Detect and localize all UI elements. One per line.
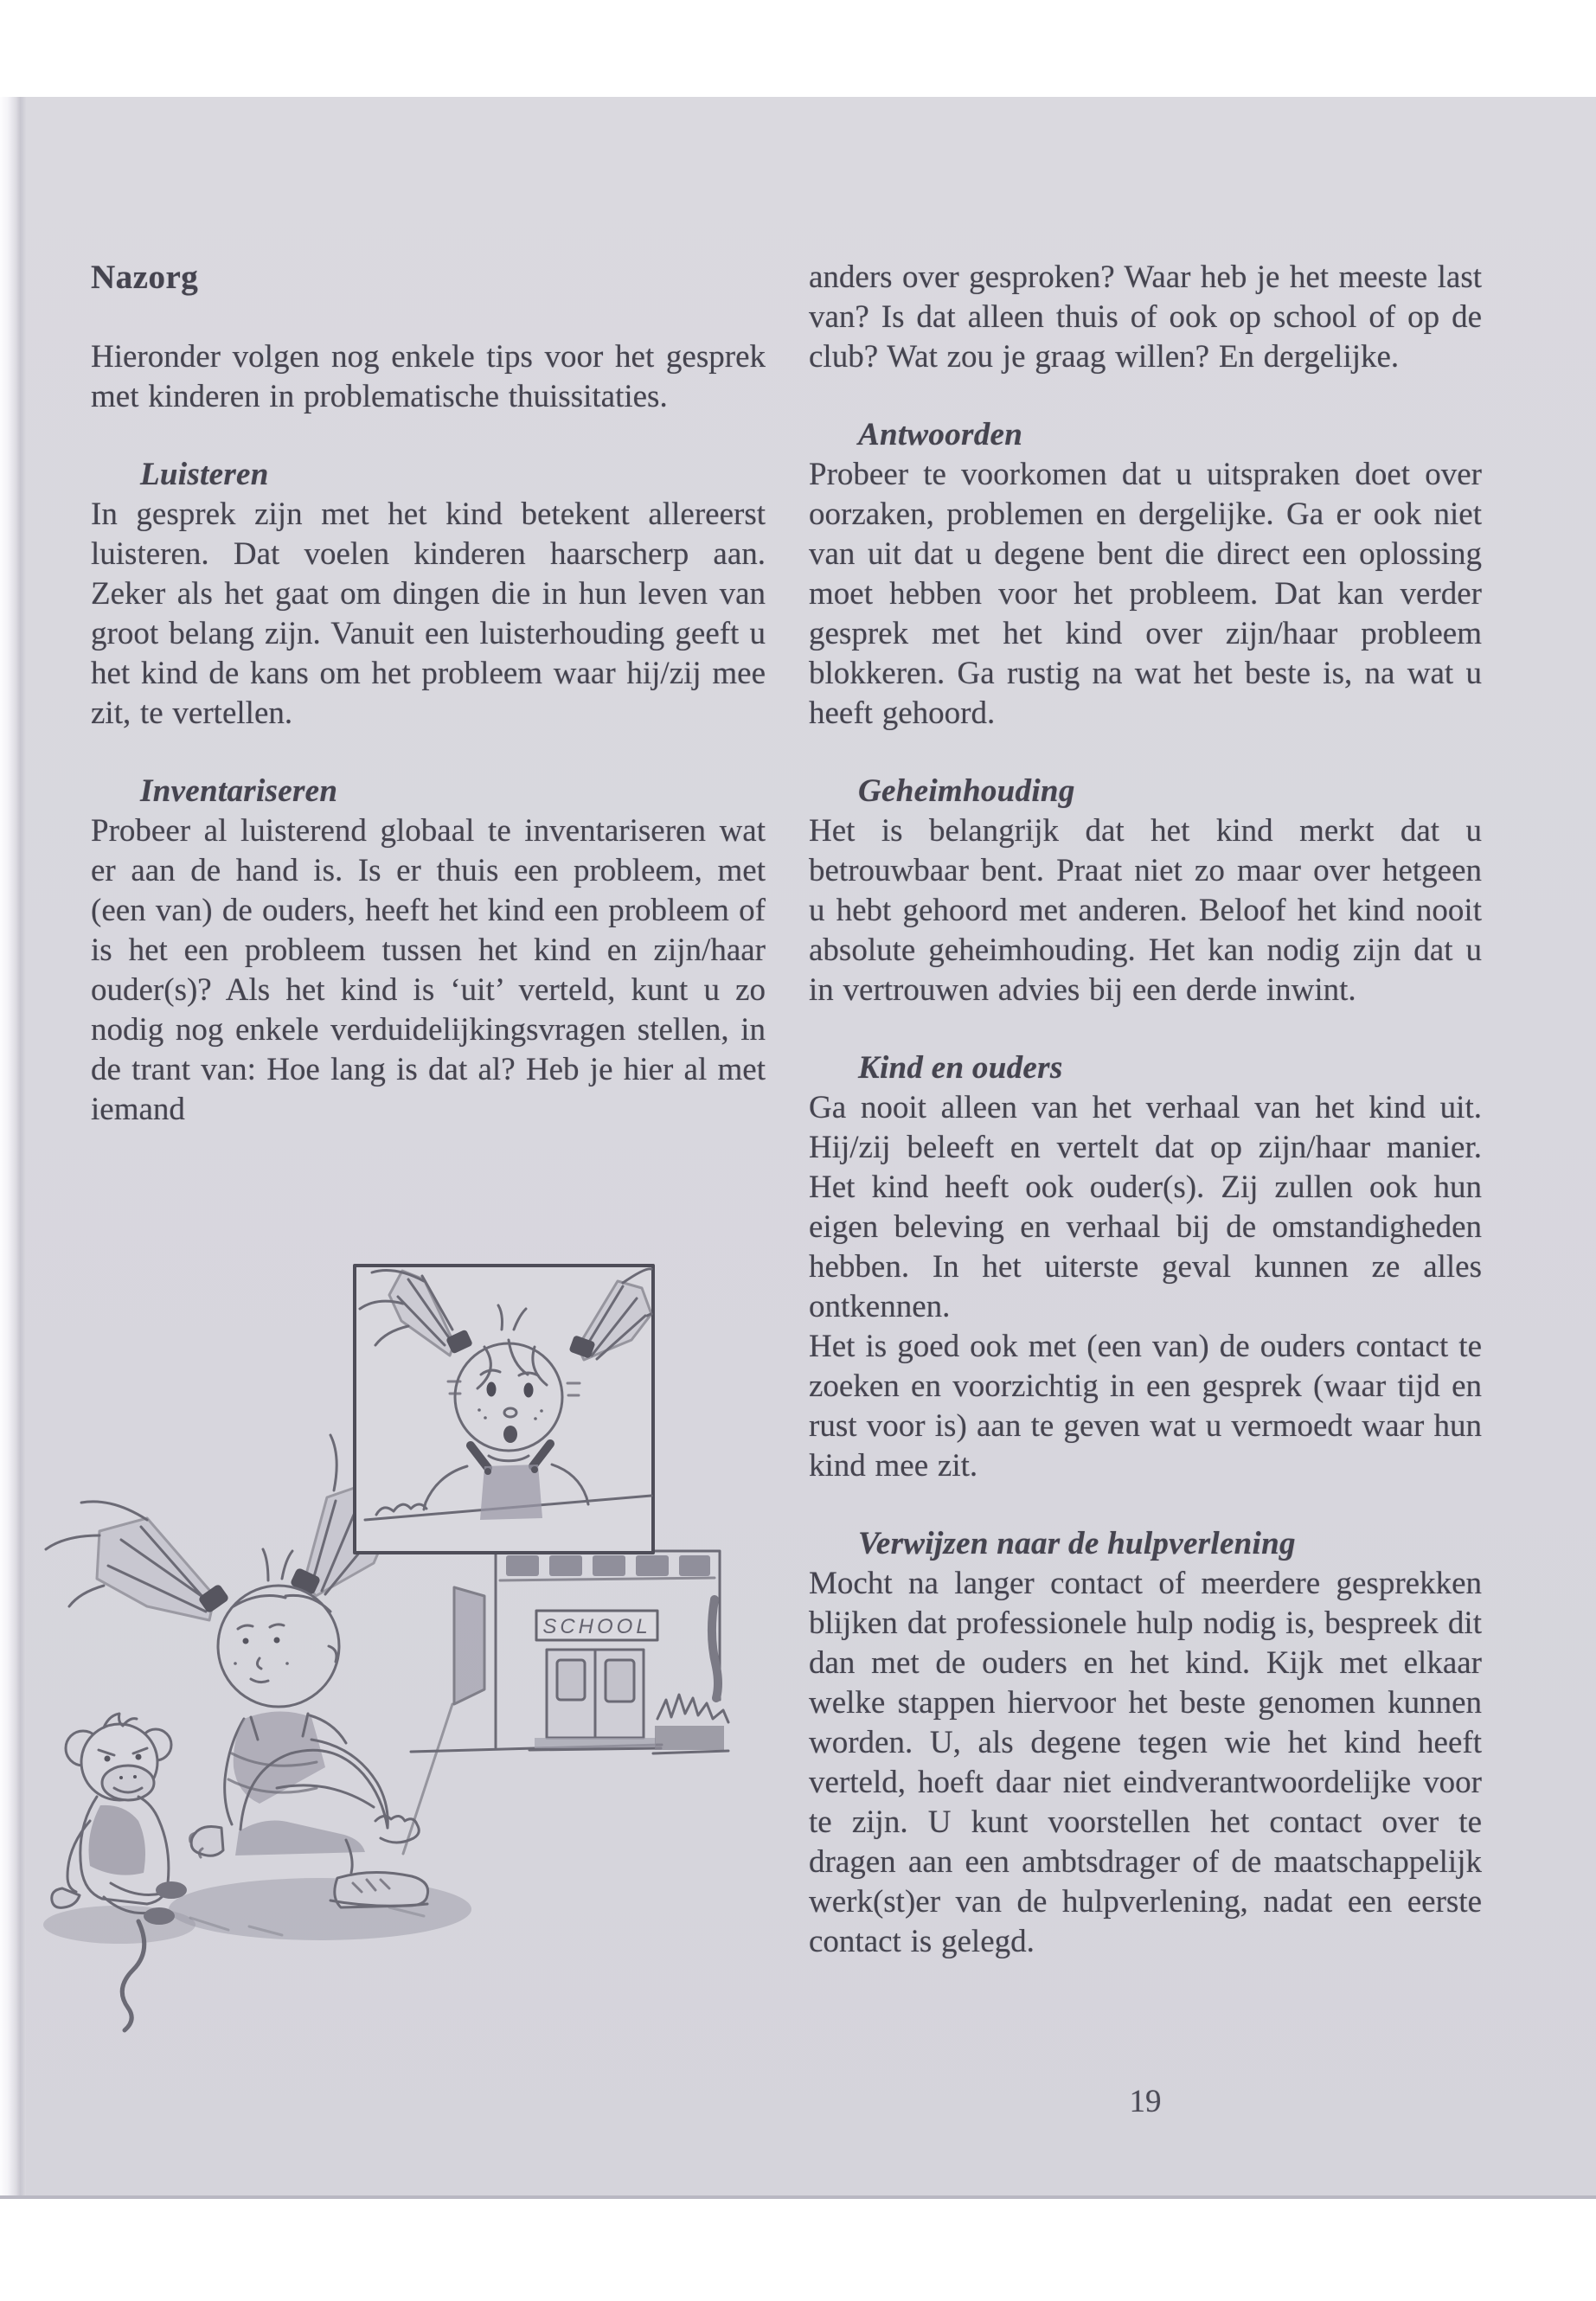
bush <box>653 1599 728 1753</box>
section-heading-antwoorden: Antwoorden <box>858 417 1023 452</box>
school-sign-text: SCHOOL <box>542 1615 651 1638</box>
inset-portrait-frame <box>355 1266 653 1553</box>
section-heading-luisteren: Luisteren <box>140 457 269 492</box>
section-heading-inventariseren: Inventariseren <box>140 773 338 809</box>
intro-paragraph: Hieronder volgen nog enkele tips voor het gesprek met kinderen in problematische thuissitaties. <box>91 339 766 414</box>
fence-door <box>403 1587 484 1854</box>
school-building <box>403 1551 728 1854</box>
section-heading-verwijzen: Verwijzen naar de hulpverlening <box>858 1526 1296 1561</box>
school-sign <box>536 1611 657 1640</box>
school-door <box>529 1650 661 1750</box>
section-body-inventariseren: Probeer al luisterend globaal te inventariseren wat er aan de hand is. Is er thuis een probleem, met (een van) de ouders, heeft het kind een probleem of is het een probleem tussen het kind en zijn/haar ouder(s)? Als het kind is ‘uit’ verteld, kunt u zo nodig nog enkele verduidelijkingsvragen stellen, in de trant van: Hoe lang is dat al? Heb je hier al met iemand <box>91 813 766 1127</box>
section-body-luisteren: In gesprek zijn met het kind betekent allereerst luisteren. Dat voelen kinderen haarscherp aan. Zeker als het gaat om dingen die in hun leven van groot belang zijn. Vanuit een luisterhouding geeft u het kind de kans om het probleem waar hij/zij mee zit, te vertellen. <box>91 497 766 731</box>
section-body-verwijzen: Mocht na langer contact of meerdere gesprekken blijken dat professionele hulp nodig is, bespreek dit dan met de ouders en het kind. Kijk met elkaar welke stappen hiervoor het beste genomen kunnen worden. U, als degene tegen wie het kind heeft verteld, hoeft daar niet eindverantwoordelijke voor te zijn. U kunt voorstellen het contact over te dragen aan een ambtsdrager of de maatschappelijk werk(st)er van de hulpverlening, nadat een eerste contact is gelegd. <box>809 1566 1482 1959</box>
page-title: Nazorg <box>91 259 199 296</box>
continuation-paragraph: anders over gesproken? Waar heb je het meeste last van? Is dat alleen thuis of ook op school of op de club? Wat zou je graag willen? En dergelijke. <box>809 260 1482 375</box>
section-heading-geheimhouding: Geheimhouding <box>858 773 1075 809</box>
section-body-antwoorden: Probeer te voorkomen dat u uitspraken doet over oorzaken, problemen en dergelijke. Ga er ook niet van uit dat u degene bent die direct een oplossing moet hebben voor het probleem. Dat kan verder gesprek met het kind over zijn/haar probleem blokkeren. Ga rustig na wat het beste is, na wat u heeft gehoord. <box>809 457 1482 731</box>
children-illustration <box>17 1233 763 2098</box>
toy-monkey <box>52 1714 187 2030</box>
left-column <box>91 258 766 1130</box>
section-body2-kind-en-ouders: Het is goed ook met (een van) de ouders contact te zoeken en voorzichtig in een gesprek (waar tijd en rust voor is) aan te geven wat u vermoedt waar hun kind mee zit. <box>809 1329 1482 1484</box>
page-number: 19 <box>1129 2084 1162 2119</box>
right-column <box>809 258 1482 1962</box>
section-heading-kind-en-ouders: Kind en ouders <box>858 1050 1063 1086</box>
section-body-kind-en-ouders: Ga nooit alleen van het verhaal van het kind uit. Hij/zij beleeft en vertelt dat op zijn/haar manier. Het kind heeft ook ouder(s). Zij zullen ook hun eigen beleving en verhaal bij de omstandigheden hebben. In het uiterste geval kunnen ze alles ontkennen. <box>809 1090 1482 1324</box>
section-body-geheimhouding: Het is belangrijk dat het kind merkt dat u betrouwbaar bent. Praat niet zo maar over hetgeen u hebt gehoord met anderen. Beloof het kind nooit absolute geheimhouding. Het kan nodig zijn dat u in vertrouwen advies bij een derde inwint. <box>809 813 1482 1008</box>
